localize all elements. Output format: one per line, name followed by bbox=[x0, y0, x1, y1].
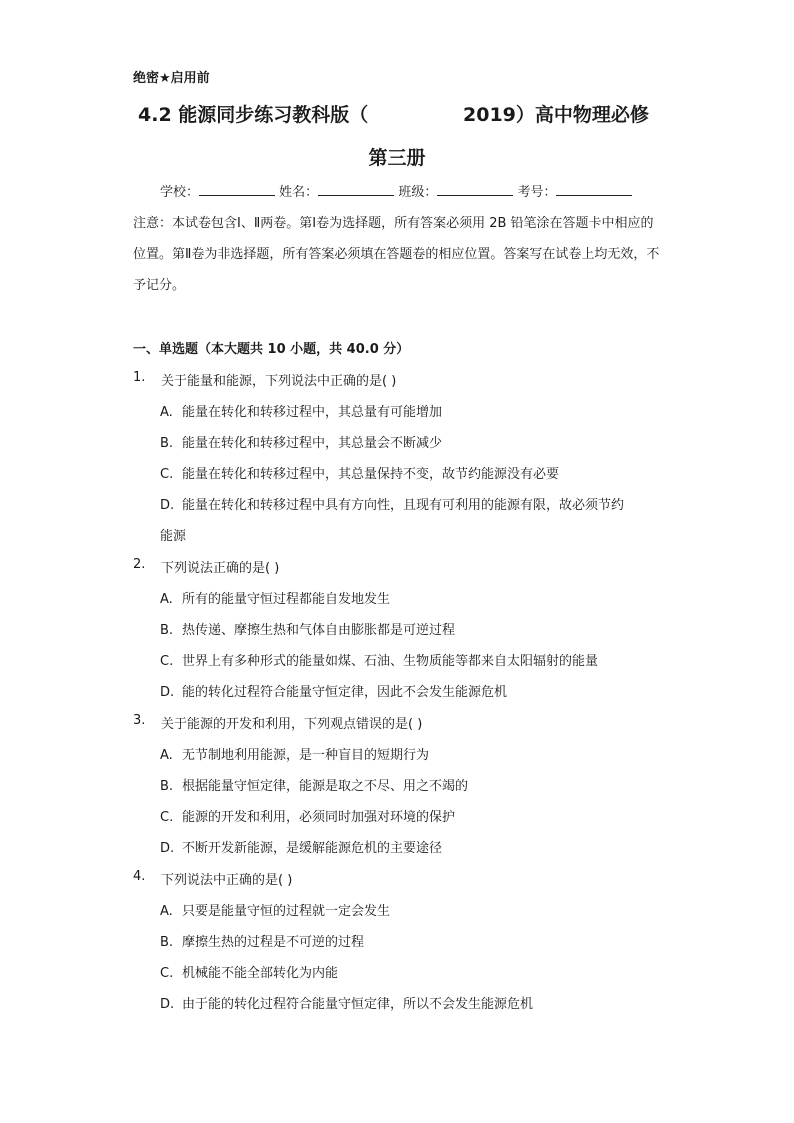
option-letter: B. bbox=[160, 935, 174, 950]
question-number: 4. bbox=[133, 869, 146, 884]
question-number: 2. bbox=[133, 557, 146, 572]
option-3d[interactable] bbox=[160, 837, 442, 856]
question-number: 3. bbox=[133, 713, 146, 728]
school-field[interactable] bbox=[199, 183, 275, 196]
option-text: 能量在转化和转移过程中，其总量保持不变，故节约能源没有必要 bbox=[182, 467, 560, 482]
option-text: 机械能不能全部转化为内能 bbox=[182, 966, 339, 981]
option-1b[interactable] bbox=[160, 432, 442, 451]
class-field[interactable] bbox=[437, 183, 513, 196]
option-letter: D. bbox=[160, 498, 175, 513]
option-letter: D. bbox=[160, 997, 175, 1012]
option-text: 只要是能量守恒的过程就一定会发生 bbox=[182, 904, 391, 919]
option-4b[interactable] bbox=[160, 931, 364, 950]
option-1d-continued: 能源 bbox=[160, 529, 187, 544]
option-4d[interactable] bbox=[160, 993, 533, 1012]
student-info-line bbox=[160, 181, 632, 200]
option-text: 不断开发新能源，是缓解能源危机的主要途径 bbox=[182, 841, 443, 856]
option-1d[interactable] bbox=[160, 494, 624, 513]
question-stem: 关于能量和能源，下列说法中正确的是( ) bbox=[161, 374, 397, 389]
option-letter: B. bbox=[160, 436, 174, 451]
number-field[interactable] bbox=[556, 183, 632, 196]
option-letter: A. bbox=[160, 904, 173, 919]
option-text: 由于能的转化过程符合能量守恒定律，所以不会发生能源危机 bbox=[182, 997, 534, 1012]
option-text: 世界上有多种形式的能量如煤、石油、生物质能等都来自太阳辐射的能量 bbox=[182, 654, 599, 669]
number-label: 考号： bbox=[517, 185, 557, 200]
option-2c[interactable] bbox=[160, 650, 598, 669]
exam-notice: 注意：本试卷包含Ⅰ、Ⅱ两卷。第Ⅰ卷为选择题，所有答案必须用 2B 铅笔涂在答题卡中相应的位置。第Ⅱ卷为非选择题，所有答案必须填在答题卷的相应位置。答案写在试卷上均无效，不予记分。 bbox=[133, 216, 660, 293]
option-letter: B. bbox=[160, 623, 174, 638]
option-letter: B. bbox=[160, 779, 174, 794]
school-label: 学校： bbox=[160, 185, 200, 200]
question-stem: 下列说法正确的是( ) bbox=[161, 561, 280, 576]
section-title: 一、单选题（本大题共 10 小题，共 40.0 分） bbox=[133, 342, 410, 357]
option-text: 根据能量守恒定律，能源是取之不尽、用之不竭的 bbox=[182, 779, 469, 794]
option-letter: C. bbox=[160, 467, 174, 482]
option-letter: A. bbox=[160, 748, 173, 763]
option-2b[interactable] bbox=[160, 619, 455, 638]
option-letter: A. bbox=[160, 405, 173, 420]
page-title-line2: 第三册 bbox=[368, 147, 426, 169]
option-3c[interactable] bbox=[160, 806, 455, 825]
option-3a[interactable] bbox=[160, 744, 429, 763]
title-right: 2019）高中物理必修 bbox=[463, 104, 649, 126]
option-2a[interactable] bbox=[160, 588, 390, 607]
option-text: 摩擦生热的过程是不可逆的过程 bbox=[182, 935, 365, 950]
option-text: 能源的开发和利用，必须同时加强对环境的保护 bbox=[182, 810, 456, 825]
option-letter: D. bbox=[160, 685, 175, 700]
option-2d[interactable] bbox=[160, 681, 507, 700]
option-letter: C. bbox=[160, 966, 174, 981]
class-label: 班级： bbox=[398, 185, 438, 200]
option-1a[interactable] bbox=[160, 401, 442, 420]
option-1c[interactable] bbox=[160, 463, 559, 482]
option-text: 能量在转化和转移过程中具有方向性，且现有可利用的能源有限，故必须节约 bbox=[182, 498, 625, 513]
question-stem: 下列说法中正确的是( ) bbox=[161, 873, 293, 888]
option-text: 能的转化过程符合能量守恒定律，因此不会发生能源危机 bbox=[182, 685, 508, 700]
option-letter: C. bbox=[160, 654, 174, 669]
option-4c[interactable] bbox=[160, 962, 338, 981]
name-field[interactable] bbox=[318, 183, 394, 196]
option-4a[interactable] bbox=[160, 900, 390, 919]
option-text: 热传递、摩擦生热和气体自由膨胀都是可逆过程 bbox=[182, 623, 456, 638]
option-3b[interactable] bbox=[160, 775, 468, 794]
option-letter: D. bbox=[160, 841, 175, 856]
option-letter: C. bbox=[160, 810, 174, 825]
option-text: 能量在转化和转移过程中，其总量有可能增加 bbox=[182, 405, 443, 420]
secret-mark: 绝密★启用前 bbox=[133, 71, 210, 86]
option-letter: A. bbox=[160, 592, 173, 607]
question-number: 1. bbox=[133, 370, 146, 385]
option-text: 所有的能量守恒过程都能自发地发生 bbox=[182, 592, 391, 607]
title-left: 4.2 能源同步练习教科版（ bbox=[138, 104, 369, 126]
option-text: 能量在转化和转移过程中，其总量会不断减少 bbox=[182, 436, 443, 451]
name-label: 姓名： bbox=[279, 185, 319, 200]
question-stem: 关于能源的开发和利用，下列观点错误的是( ) bbox=[161, 717, 423, 732]
option-text: 无节制地利用能源，是一种盲目的短期行为 bbox=[182, 748, 430, 763]
